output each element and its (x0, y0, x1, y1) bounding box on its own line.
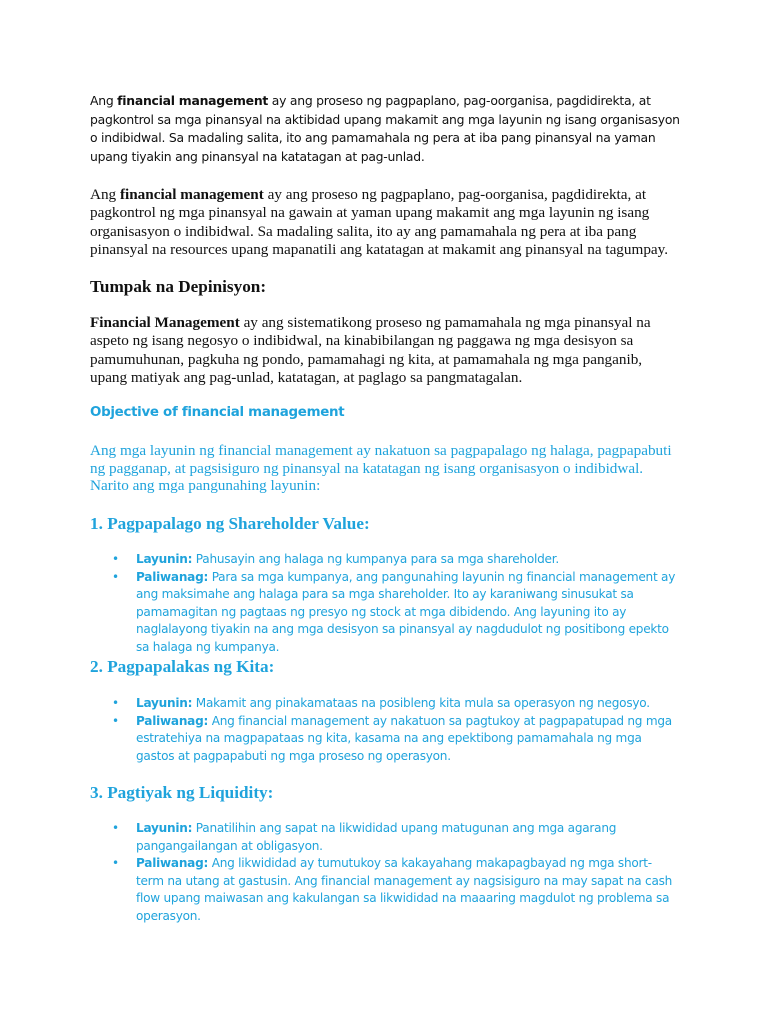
bullet-icon: • (112, 713, 119, 728)
intro-prefix: Ang (90, 93, 118, 108)
objective-heading: Objective of financial management (90, 405, 345, 420)
intro2-text: ay ang proseso ng pagpaplano, pag-oorganisa, pagdidirekta, at pagkontrol ng mga pinansyal na gawain at yaman upang makamit ang mga layunin ng isang organisasyon o indibidwal. Sa madaling salita, ito ay ang pamamahala ng pera at iba pang pinansyal na resources upang mapanatili ang katatagan at makamit ang pinansyal na tagumpay. (90, 186, 669, 258)
list-item (112, 569, 677, 657)
intro-text: ay ang proseso ng pagpaplano, pag-oorganisa, pagdidirekta, at pagkontrol sa mga pinansyal na aktibidad upang makamit ang mga layunin ng isang organisasyon o indibidwal. Sa madaling salita, ito ang pamamahala ng pera at iba pang pinansyal na yaman upang tiyakin ang pinansyal na katatagan at pag-unlad. (90, 93, 680, 164)
item-text: Ang financial management ay nakatuon sa pagtukoy at pagpapatupad ng mga estratehiya na magpapataas ng kita, kasama na ang epektibong pamamahala ng mga gastos at pagpapabuti ng mga proseso ng operasyon. (136, 713, 672, 763)
item-text: Makamit ang pinakamataas na posibleng kita mula sa operasyon ng negosyo. (192, 696, 650, 710)
intro2-term: financial management (119, 186, 264, 203)
section-heading-2: 2. Pagpapalakas ng Kita: (90, 657, 275, 676)
section-list-3 (112, 820, 677, 925)
definition-heading: Tumpak na Depinisyon: (90, 277, 267, 296)
intro-paragraph-sans (90, 92, 685, 166)
bullet-icon: • (112, 552, 119, 566)
list-item (112, 820, 677, 855)
item-label: Layunin: (136, 552, 193, 566)
item-label: Paliwanag: (136, 713, 209, 728)
item-text: Pahusayin ang halaga ng kumpanya para sa mga shareholder. (192, 552, 559, 566)
definition-text: ay ang sistematikong proseso ng pamamahala ng mga pinansyal na aspeto ng isang negosyo o indibidwal, na kinabibilangan ng paggawa ng mga desisyon sa pamumuhunan, pagkuha ng pondo, pamamahagi ng kita, at pamamahala ng mga panganib, upang matiyak ang pag-unlad, katatagan, at paglago sa pangmatagalan. (90, 314, 651, 386)
list-item (112, 551, 677, 569)
item-label: Paliwanag: (136, 569, 209, 584)
list-item (112, 855, 677, 925)
item-text: Ang likwididad ay tumutukoy sa kakayahang makapagbayad ng mga short-term na utang at gastusin. Ang financial management ay nagsisiguro na may sapat na cash flow upang maiwasan ang kakulangan sa likwididad na maaaring magdulot ng problema sa operasyon. (136, 856, 673, 923)
bullet-icon: • (112, 569, 119, 584)
definition-term: Financial Management (90, 314, 240, 331)
section-list-2 (112, 695, 677, 765)
definition-paragraph (90, 314, 668, 387)
intro-term: financial management (117, 93, 269, 108)
item-text: Panatilihin ang sapat na likwididad upang matugunan ang mga agarang pangangailangan at obligasyon. (136, 821, 617, 853)
bullet-icon: • (112, 696, 119, 710)
bullet-icon: • (112, 821, 119, 835)
section-list-1 (112, 551, 677, 656)
item-label: Paliwanag: (136, 856, 209, 870)
item-text: Para sa mga kumpanya, ang pangunahing layunin ng financial management ay ang maksimahe ang halaga para sa mga shareholder. Ito ay karaniwang sinusukat sa pamamagitan ng pagtaas ng presyo ng stock at mga dibidendo. Ang layuning ito ay naglalayong tiyakin na ang mga desisyon sa pinansyal ay nagdudulot ng positibong epekto sa halaga ng kumpanya. (136, 569, 676, 654)
objective-intro: Ang mga layunin ng financial management ay nakatuon sa pagpapalago ng halaga, pagpapabuti ng pagganap, at pagsisiguro ng pinansyal na katatagan ng isang organisasyon o indibidwal. Narito ang mga pangunahing layunin: (90, 442, 672, 494)
list-item (112, 695, 677, 713)
section-heading-3: 3. Pagtiyak ng Liquidity: (90, 783, 274, 802)
intro2-prefix: Ang (90, 186, 120, 203)
item-label: Layunin: (136, 821, 193, 835)
intro-paragraph-serif (90, 186, 680, 259)
list-item (112, 713, 677, 766)
section-heading-1: 1. Pagpapalago ng Shareholder Value: (90, 514, 370, 533)
bullet-icon: • (112, 856, 119, 870)
item-label: Layunin: (136, 696, 193, 710)
